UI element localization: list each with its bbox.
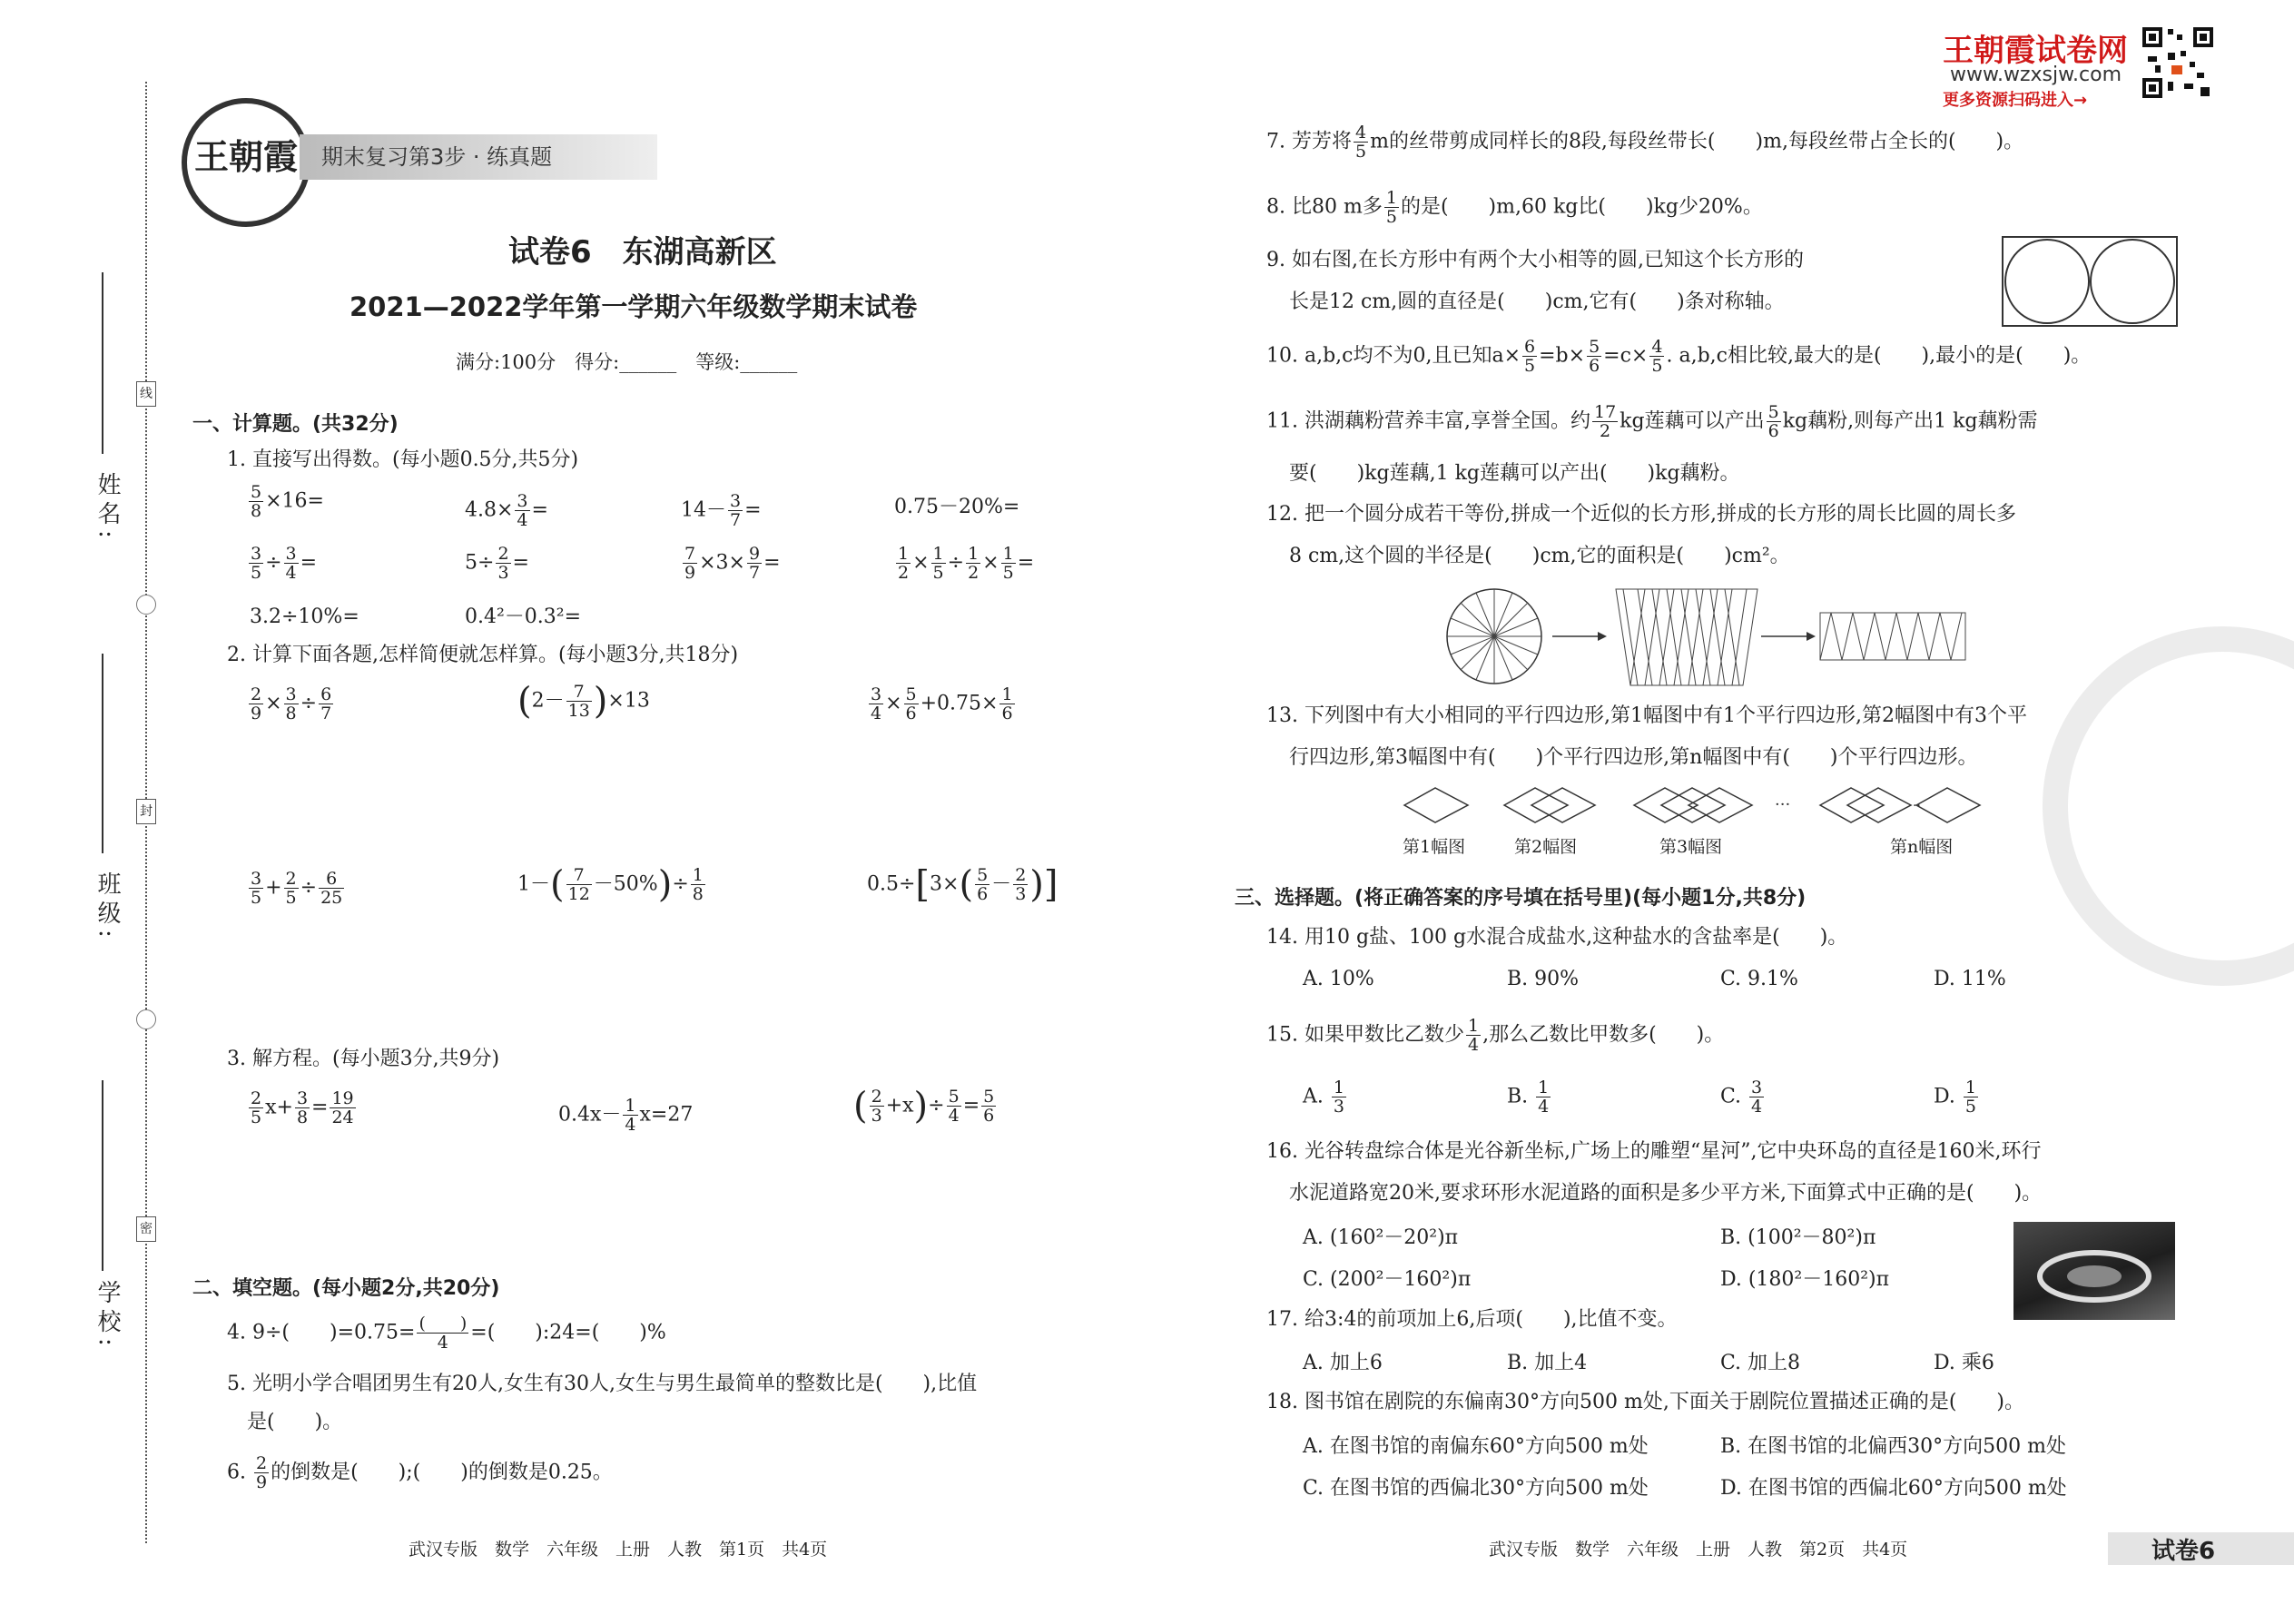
name-label: 姓名: [94, 472, 121, 544]
q6-text: 6. $\frac{2}{9}$ 的倒数是( );( )的倒数是0.25。 [227, 1453, 613, 1492]
rectangle-circles-figure [2002, 236, 2178, 327]
circle-to-rectangle-figure [1443, 586, 1970, 694]
q13-text-cont: 行四边形,第3幅图中有( )个平行四边形,第n幅图中有( )个平行四边形。 [1289, 746, 1978, 769]
option-d: D. 在图书馆的西偏北60°方向500 m处 [1720, 1477, 2067, 1500]
option-c: C. 在图书馆的西偏北30°方向500 m处 [1303, 1477, 1649, 1500]
site-hint: 更多资源扫码进入→ [1943, 91, 2088, 110]
option-c: C. (200²－160²)π [1303, 1268, 1472, 1291]
school-label: 学校: [94, 1280, 121, 1352]
q12-text: 12. 把一个圆分成若干等份,拼成一个近似的长方形,拼成的长方形的周长比圆的周长多 [1266, 503, 2016, 526]
option-d: D. 乘6 [1934, 1352, 1994, 1374]
equation-item: 0.4x－ $\frac{1}{4}$ x=27 [558, 1096, 694, 1135]
q15-text: 15. 如果甲数比乙数少 $\frac{1}{4}$ ,那么乙数比甲数多( )。 [1266, 1016, 1725, 1055]
name-underline [102, 272, 103, 454]
q1-text: 1. 直接写出得数。(每小题0.5分,共5分) [227, 448, 579, 471]
cut-mark-secret: 密 [136, 1216, 156, 1242]
calc-item: (2－ $\frac{7}{13}$ )×13 [517, 680, 650, 723]
class-underline [102, 654, 103, 853]
section3-title: 三、选择题。(将正确答案的序号填在括号里)(每小题1分,共8分) [1235, 887, 1807, 910]
q10-text: 10. a,b,c均不为0,且已知a× $\frac{6}{5}$ =b× $\frac{5}{6}$ =c× $\frac{4}{5}$ . a,b,c相比较,最大的是( ),最小的是( )。 [1266, 337, 2092, 376]
site-title: 王朝霞试卷网 [1943, 33, 2128, 69]
calc-item: $\frac{5}{8}$ ×16= [251, 482, 324, 521]
q9-text: 9. 如右图,在长方形中有两个大小相等的圆,已知这个长方形的 [1266, 249, 1804, 271]
fig-label: 第2幅图 [1514, 837, 1578, 857]
cut-mark-line: 线 [136, 381, 156, 407]
option-d: D. 11% [1934, 968, 2006, 990]
q4-text: 4. 9÷( )=0.75= $\frac{( )}{4}$ =( ):24=( )% [227, 1314, 666, 1353]
footer-right: 武汉专版 数学 六年级 上册 人教 第2页 共4页 [1489, 1540, 1908, 1560]
exam-title: 试卷6 东湖高新区 [508, 234, 777, 271]
section2-title: 二、填空题。(每小题2分,共20分) [192, 1277, 500, 1300]
option-a: A. $\frac{1}{3}$ [1303, 1078, 1344, 1117]
footer-tag: 试卷6 [2151, 1538, 2216, 1565]
parallelogram-pattern-figure [1403, 782, 1984, 828]
q13-text: 13. 下列图中有大小相同的平行四边形,第1幅图中有1个平行四边形,第2幅图中有3个平 [1266, 704, 2027, 727]
calc-item: $\frac{1}{2}$ × $\frac{1}{5}$ ÷ $\frac{1}{2}$ × $\frac{1}{5}$ = [898, 544, 1035, 583]
q14-text: 14. 用10 g盐、100 g水混合成盐水,这种盐水的含盐率是( )。 [1266, 926, 1848, 949]
q17-text: 17. 给3:4的前项加上6,后项( ),比值不变。 [1266, 1308, 1678, 1331]
fig-label: 第1幅图 [1403, 837, 1466, 857]
q18-text: 18. 图书馆在剧院的东偏南30°方向500 m处,下面关于剧院位置描述正确的是( )。 [1266, 1391, 2024, 1413]
calc-item: $\frac{2}{9}$ × $\frac{3}{8}$ ÷ $\frac{6}{7}$ [251, 684, 332, 723]
svg-text:··: ·· [1913, 799, 1921, 813]
option-b: B. 加上4 [1507, 1352, 1588, 1374]
option-a: A. 在图书馆的南偏东60°方向500 m处 [1303, 1435, 1649, 1458]
calc-item: 3.2÷10%= [250, 605, 359, 628]
option-a: A. 10% [1303, 968, 1374, 990]
q2-text: 2. 计算下面各题,怎样简便就怎样算。(每小题3分,共18分) [227, 644, 739, 666]
calc-item: 0.5÷[3×( $\frac{5}{6}$ － $\frac{2}{3}$ )] [867, 863, 1058, 906]
option-c: C. $\frac{3}{4}$ [1720, 1078, 1763, 1117]
q3-text: 3. 解方程。(每小题3分,共9分) [227, 1048, 500, 1070]
option-b: B. 在图书馆的北偏西30°方向500 m处 [1720, 1435, 2066, 1458]
calc-item: 0.4²－0.3²= [465, 605, 582, 628]
section1-title: 一、计算题。(共32分) [192, 413, 399, 436]
calc-item: 4.8× $\frac{3}{4}$ = [465, 491, 548, 530]
q12-text-cont: 8 cm,这个圆的半径是( )cm,它的面积是( )cm²。 [1289, 545, 1790, 567]
option-a: A. (160²－20²)π [1303, 1226, 1459, 1249]
school-underline [102, 1080, 103, 1271]
calc-item: $\frac{3}{4}$ × $\frac{5}{6}$ +0.75× $\frac{1}{6}$ [871, 684, 1013, 723]
roundabout-photo [2013, 1222, 2175, 1320]
fig-label: 第n幅图 [1890, 837, 1954, 857]
q5-text-cont: 是( )。 [247, 1411, 343, 1433]
site-url: www.wzxsjw.com [1950, 64, 2122, 86]
q11-text-cont: 要( )kg莲藕,1 kg莲藕可以产出( )kg藕粉。 [1289, 462, 1740, 485]
svg-text:···: ··· [1775, 795, 1791, 814]
q8-text: 8. 比80 m多 $\frac{1}{5}$ 的是( )m,60 kg比( )kg少20%。 [1266, 188, 1763, 227]
calc-item: 5÷ $\frac{2}{3}$ = [465, 544, 529, 583]
option-d: D. $\frac{1}{5}$ [1934, 1078, 1976, 1117]
fig-label: 第3幅图 [1659, 837, 1723, 857]
step-banner: 期末复习第3步 · 练真题 [300, 134, 657, 180]
q7-text: 7. 芳芳将 $\frac{4}{5}$ m的丝带剪成同样长的8段,每段丝带长( )m,每段丝带占全长的( )。 [1266, 123, 2024, 162]
class-label: 班级: [94, 871, 121, 943]
option-b: B. $\frac{1}{4}$ [1507, 1078, 1550, 1117]
calc-item: 14－ $\frac{3}{7}$ = [681, 491, 762, 530]
binding-hole [136, 595, 156, 615]
watermark-seal [2043, 626, 2294, 986]
calc-item: 1－( $\frac{7}{12}$ －50%)÷ $\frac{1}{8}$ [517, 863, 704, 906]
option-a: A. 加上6 [1303, 1352, 1383, 1374]
option-c: C. 9.1% [1720, 968, 1798, 990]
q11-text: 11. 洪湖藕粉营养丰富,享誉全国。约 $\frac{17}{2}$ kg莲藕可以产出 $\frac{5}{6}$ kg藕粉,则每产出1 kg藕粉需 [1266, 402, 2038, 441]
binding-hole [136, 1009, 156, 1029]
exam-subtitle: 2021—2022学年第一学期六年级数学期末试卷 [350, 291, 918, 322]
q5-text: 5. 光明小学合唱团男生有20人,女生有30人,女生与男生最简单的整数比是( ),比值 [227, 1373, 978, 1395]
equation-item: ( $\frac{2}{3}$ +x)÷ $\frac{5}{4}$ = $\frac{5}{6}$ [853, 1085, 995, 1127]
calc-item: $\frac{3}{5}$ ÷ $\frac{3}{4}$ = [251, 544, 318, 583]
footer-left: 武汉专版 数学 六年级 上册 人教 第1页 共4页 [409, 1540, 828, 1560]
q9-text-cont: 长是12 cm,圆的直径是( )cm,它有( )条对称轴。 [1289, 290, 1785, 313]
calc-item: $\frac{7}{9}$ ×3× $\frac{9}{7}$ = [684, 544, 781, 583]
q16-text: 16. 光谷转盘综合体是光谷新坐标,广场上的雕塑“星河”,它中央环岛的直径是160米,环行 [1266, 1140, 2042, 1163]
q16-text-cont: 水泥道路宽20米,要求环形水泥道路的面积是多少平方米,下面算式中正确的是( )。 [1289, 1182, 2043, 1205]
brand-logo: 王朝霞 [182, 98, 310, 227]
option-d: D. (180²－160²)π [1720, 1268, 1890, 1291]
equation-item: $\frac{2}{5}$ x+ $\frac{3}{8}$ = $\frac{19}{24}$ [251, 1088, 354, 1127]
option-b: B. (100²－80²)π [1720, 1226, 1876, 1249]
calc-item: $\frac{3}{5}$ + $\frac{2}{5}$ ÷ $\frac{6}{25}$ [251, 869, 343, 908]
calc-item: 0.75－20%= [894, 496, 1020, 518]
option-b: B. 90% [1507, 968, 1580, 990]
score-line: 满分:100分 得分:______ 等级:______ [456, 351, 798, 373]
qr-code[interactable] [2141, 25, 2215, 100]
option-c: C. 加上8 [1720, 1352, 1801, 1374]
cut-mark-seal: 封 [136, 799, 156, 824]
